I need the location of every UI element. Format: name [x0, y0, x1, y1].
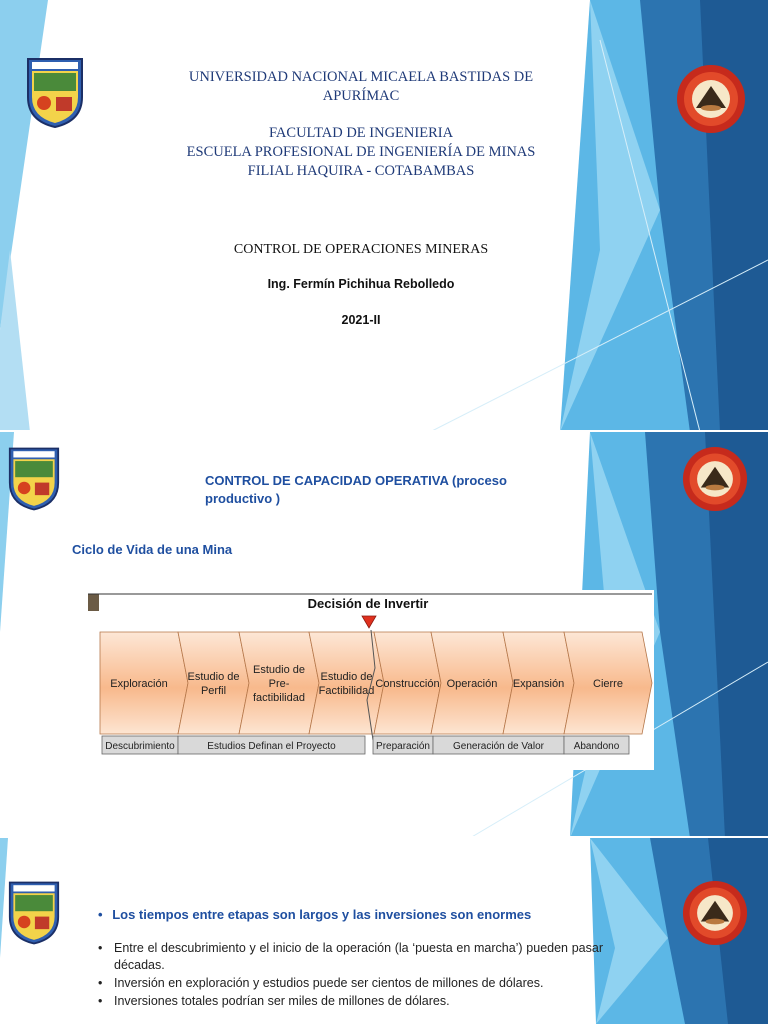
school-line: ESCUELA PROFESIONAL DE INGENIERÍA DE MINAS: [186, 144, 536, 160]
stage-label: Pre-: [268, 678, 290, 690]
stage-label: Cierre: [593, 678, 623, 690]
stage-label: factibilidad: [253, 692, 305, 704]
slide-background: [0, 0, 768, 432]
bullet-marker: •: [98, 976, 103, 990]
list-item: [98, 940, 603, 974]
university-name: UNIVERSIDAD NACIONAL MICAELA BASTIDAS DE APURÍMAC: [188, 69, 534, 104]
stage-chevron: [178, 632, 249, 734]
list-item: [98, 975, 603, 992]
slide-title: CONTROL DE CAPACIDAD OPERATIVA (proceso productivo ): [205, 473, 507, 506]
faculty-line: FACULTAD DE INGENIERIA: [268, 125, 454, 141]
slide-mine-life-cycle: [0, 432, 768, 838]
shield-icon: [26, 57, 84, 129]
course-title: CONTROL DE OPERACIONES MINERAS: [233, 242, 489, 257]
stage-label: Expansión: [512, 678, 565, 690]
stage-label: Factibilidad: [318, 685, 375, 697]
gear-icon: [676, 64, 746, 134]
header-accent: [88, 594, 99, 611]
decision-marker-icon: [362, 616, 376, 628]
list-item-text: Inversiones totales podrían ser miles de millones de dólares.: [114, 994, 450, 1008]
university-shield-logo: [26, 57, 84, 134]
mining-engineering-gear-logo: [682, 446, 748, 517]
slide-title: [0, 0, 768, 432]
professor-name: Ing. Fermín Pichihua Rebolledo: [267, 277, 455, 291]
phase-label: Estudios Definan el Proyecto: [207, 741, 336, 752]
list-item: [98, 993, 603, 1010]
phase-label: Preparación: [376, 741, 430, 752]
diagram-header: Decisión de Invertir: [307, 596, 429, 611]
main-bullet-text: Los tiempos entre etapas son largos y las inversiones son enormes: [112, 907, 532, 922]
stage-label: Exploración: [110, 678, 168, 690]
stage-label: Perfil: [200, 685, 227, 697]
phase-label: Generación de Valor: [453, 741, 544, 752]
shield-icon: [8, 880, 60, 946]
life-cycle-svg: [86, 590, 654, 770]
mine-life-cycle-diagram: [86, 590, 654, 770]
stage-label: Estudio de: [320, 671, 373, 683]
mining-engineering-gear-logo: [676, 64, 746, 139]
slide-subtitle: Ciclo de Vida de una Mina: [72, 542, 233, 557]
stage-label: Operación: [446, 678, 498, 690]
gear-icon: [682, 880, 748, 946]
main-bullet: [98, 907, 618, 922]
shield-icon: [8, 446, 60, 512]
bullet-marker: •: [98, 941, 103, 955]
bullet-marker: •: [98, 907, 103, 922]
university-shield-logo: [8, 446, 60, 517]
gear-icon: [682, 446, 748, 512]
campus-line: FILIAL HAQUIRA - COTABAMBAS: [247, 163, 475, 179]
mining-engineering-gear-logo: [682, 880, 748, 951]
academic-year: 2021-II: [341, 313, 381, 327]
bullet-marker: •: [98, 994, 103, 1008]
bullet-list: [98, 940, 603, 1011]
stage-label: Estudio de: [187, 671, 240, 683]
stage-label: Estudio de: [253, 664, 305, 676]
phase-label: Descubrimiento: [105, 741, 175, 752]
faculty-block: [160, 124, 562, 181]
list-item-text: Entre el descubrimiento y el inicio de la operación (la ‘puesta en marcha’) pueden pasar décadas.: [114, 941, 603, 972]
phase-label: Abandono: [573, 741, 620, 752]
university-shield-logo: [8, 880, 60, 951]
list-item-text: Inversión en exploración y estudios puede ser cientos de millones de dólares.: [114, 976, 544, 990]
slide-investment-notes: [0, 838, 768, 1024]
stage-label: Construcción: [375, 678, 440, 690]
